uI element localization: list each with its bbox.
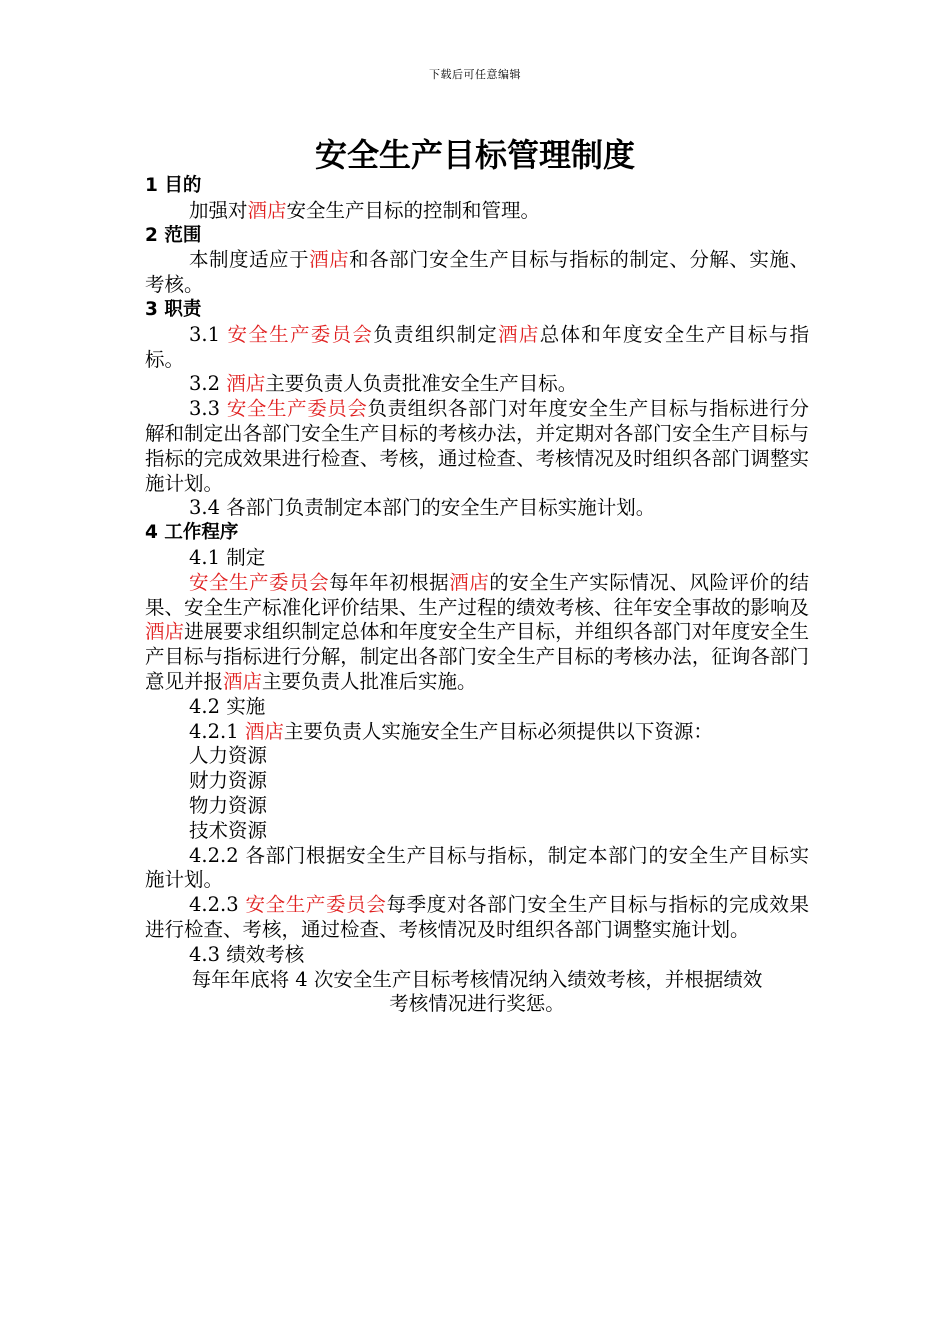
highlight-run: 酒店 <box>449 570 490 594</box>
document-body <box>145 174 809 1017</box>
subheading-4-2: 4.2 实施 <box>189 694 266 718</box>
section-1-paragraph <box>145 199 809 224</box>
highlight-run: 酒店 <box>226 372 266 396</box>
text-run: 负责组织制定 <box>373 322 499 346</box>
text-run: 的安全生产实际情况、风险评价的结果、安全生产标准化评价结果、生产过程的绩效考核、往年安全事故的影响及 <box>145 570 809 619</box>
resource-item: 物力资源 <box>189 793 268 817</box>
paragraph-3-3 <box>145 397 809 496</box>
text-run: 每季度对各部门安全生产目标与指标的完成效果进行检查、考核，通过检查、考核情况及时组织各部门调整实施计划。 <box>145 893 809 941</box>
text-run: 和各部门安全生产目标与指标的制定、分解、实施、考核。 <box>145 248 809 297</box>
page-title: 安全生产目标管理制度 <box>314 136 635 174</box>
text-run: 主要负责人负责批准安全生产目标。 <box>265 372 578 396</box>
highlight-run: 酒店 <box>244 719 284 743</box>
resource-item: 财力资源 <box>189 769 268 793</box>
highlight-run: 酒店 <box>498 322 540 346</box>
resource-item: 技术资源 <box>189 818 268 842</box>
section-4-heading: 4 工作程序 <box>145 522 239 544</box>
text-run: 4.2.3 <box>189 893 246 917</box>
highlight-run: 安全生产委员会 <box>245 893 387 917</box>
highlight-run: 安全生产委员会 <box>189 570 330 594</box>
section-1-heading: 1 目的 <box>145 175 202 196</box>
section-3-heading: 3 职责 <box>145 298 202 320</box>
text-run: 加强对 <box>189 198 248 222</box>
text-run: 3.3 <box>189 397 227 421</box>
paragraph-3-1 <box>145 323 809 373</box>
highlight-run: 酒店 <box>223 669 263 693</box>
text-run: 4.2.1 <box>189 719 245 743</box>
paragraph-4-1 <box>145 571 809 695</box>
highlight-run: 酒店 <box>247 198 287 222</box>
text-run: 总体和年度安全生产目标与指标。 <box>145 322 809 371</box>
text-run: 每年年初根据 <box>329 570 450 594</box>
paragraph-3-2 <box>145 372 809 397</box>
paragraph-3-4: 3.4 各部门负责制定本部门的安全生产目标实施计划。 <box>189 496 656 520</box>
text-run: 进展要求组织制定总体和年度安全生产目标，并组织各部门对年度安全生产目标与指标进行分解，制定出各部门安全生产目标的考核办法，征询各部门意见并报 <box>145 620 809 693</box>
paragraph-4-2-3 <box>145 893 809 943</box>
text-run: 3.1 <box>189 322 228 346</box>
section-2-heading: 2 范围 <box>145 224 202 246</box>
resource-item: 人力资源 <box>189 744 268 768</box>
section-2-paragraph <box>145 248 809 298</box>
highlight-run: 安全生产委员会 <box>227 322 374 346</box>
text-run: 主要负责人实施安全生产目标必须提供以下资源： <box>283 719 713 743</box>
highlight-run: 安全生产委员会 <box>226 397 368 421</box>
subheading-4-3: 4.3 绩效考核 <box>189 942 305 966</box>
header-note: 下载后可任意编辑 <box>429 68 521 81</box>
paragraph-4-3-line-1: 每年年底将 4 次安全生产目标考核情况纳入绩效考核，并根据绩效 <box>191 967 763 991</box>
text-run: 本制度适应于 <box>189 248 310 272</box>
highlight-run: 酒店 <box>145 620 185 644</box>
subheading-4-1: 4.1 制定 <box>189 545 266 569</box>
paragraph-4-2-1 <box>145 720 809 745</box>
text-run: 主要负责人批准后实施。 <box>262 669 477 693</box>
text-run: 负责组织各部门对年度安全生产目标与指标进行分解和制定出各部门安全生产目标的考核办法，并定期对各部门安全生产目标与指标的完成效果进行检查、考核，通过检查、考核情况及时组织各部门调整实施计划。 <box>145 397 809 495</box>
text-run: 3.2 <box>189 372 227 396</box>
paragraph-4-3-line-2: 考核情况进行奖惩。 <box>389 992 565 1016</box>
text-run: 安全生产目标的控制和管理。 <box>286 198 541 222</box>
highlight-run: 酒店 <box>309 248 350 272</box>
paragraph-4-2-2: 4.2.2 各部门根据安全生产目标与指标，制定本部门的安全生产目标实施计划。 <box>145 843 809 892</box>
